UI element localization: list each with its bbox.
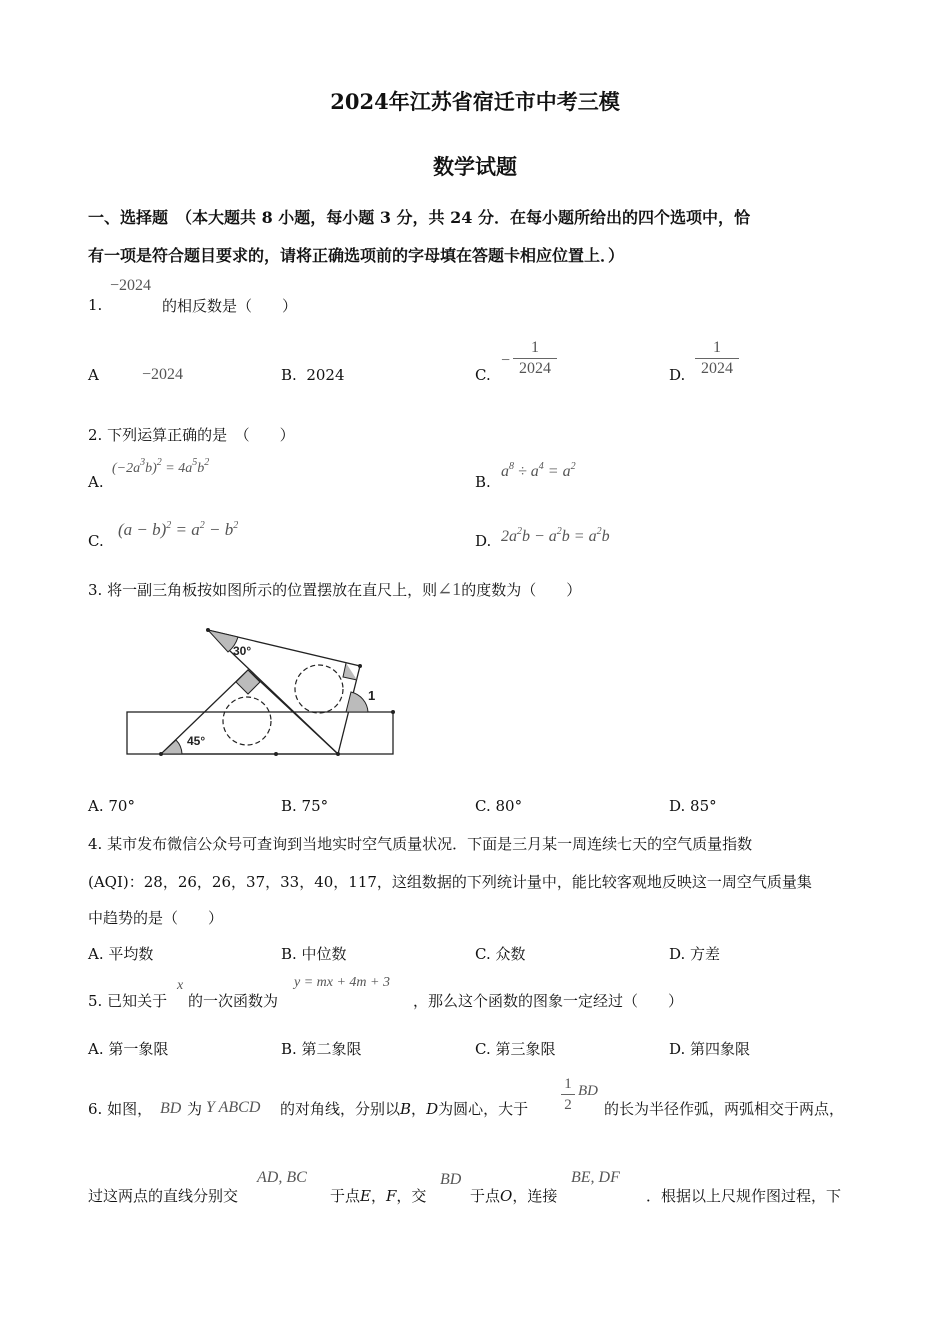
- angle-30-label: 30°: [233, 644, 252, 658]
- q6-d-letter: D: [426, 1100, 439, 1118]
- q5-stem-after: ，那么这个函数的图象一定经过（ ）: [413, 992, 684, 1010]
- fraction-bar: [513, 358, 557, 359]
- q6-line2-tail: [470, 1185, 557, 1206]
- q3-option-d: D. 85°: [669, 797, 717, 815]
- q6-part2: 为: [187, 1100, 203, 1118]
- q6-part1: 6. 如图，: [88, 1100, 153, 1118]
- q2-option-c-expr: $(a - b)^2 = a^2 - b^2$: [118, 520, 239, 539]
- q5-stem-before: 5. 已知关于: [88, 992, 168, 1010]
- q4-option-a: A. 平均数: [88, 945, 154, 963]
- q6-half-num: 1: [564, 1076, 572, 1092]
- vertex-dot: [206, 628, 210, 632]
- q1-text: 的相反数是（ ）: [162, 297, 298, 315]
- q4-line3: 中趋势的是（ ）: [88, 909, 224, 927]
- q3-option-a: A. 70°: [88, 797, 135, 815]
- q2-option-a-label: A.: [88, 473, 104, 491]
- section-heading-line1: 一、选择题 （本大题共 8 小题，每小题 3 分，共 24 分．在每小题所给出的四个选项中，恰: [88, 208, 750, 227]
- q1-number: 1.: [88, 296, 103, 314]
- q6-half-den: 2: [564, 1097, 572, 1113]
- q4-option-b: B. 中位数: [281, 945, 347, 963]
- q5-option-b: B. 第二象限: [281, 1040, 362, 1058]
- angle-1-label: 1: [368, 688, 376, 703]
- angle-symbol: ∠1: [437, 579, 462, 599]
- q1-option-d-den: 2024: [701, 360, 733, 377]
- q6-line2-part4: 于点: [470, 1187, 501, 1205]
- q6-part5: 的长为半径作弧，两弧相交于两点，: [604, 1100, 845, 1118]
- q3-stem-after: 的度数为（ ）: [461, 581, 582, 599]
- q3-option-c: C. 80°: [475, 797, 523, 815]
- q1-option-c-num: 1: [531, 339, 539, 356]
- q6-part3: 的对角线，分别以: [280, 1100, 401, 1118]
- vertex-dot: [336, 752, 340, 756]
- q3-stem: [88, 579, 581, 600]
- q4-line2: (AQI)：28，26，26，37，33，40，117，这组数据的下列统计量中，能比较客观地反映这一周空气质量集: [88, 873, 812, 891]
- q6-part3-group: [280, 1098, 528, 1119]
- q3-stem-before: 3. 将一副三角板按如图所示的位置摆放在直尺上，则: [88, 581, 438, 599]
- q5-stem-mid: 的一次函数为: [188, 992, 279, 1010]
- q6-part4: 为圆心，大于: [438, 1100, 529, 1118]
- q2-option-a-expr: $(-2a^3b)^2 = 4a^5b^2$: [112, 457, 210, 476]
- q4-option-c: C. 众数: [475, 945, 526, 963]
- q2-option-b-label: B.: [475, 473, 491, 491]
- section-heading-line2: 有一项是符合题目要求的，请将正确选项前的字母填在答题卡相应位置上．）: [88, 246, 625, 265]
- q6-half-bd: BD: [578, 1083, 598, 1099]
- q5-var: x: [177, 978, 184, 993]
- q1-expr: −2024: [110, 277, 152, 294]
- q2-option-d-label: D.: [475, 532, 492, 550]
- q5-option-a: A. 第一象限: [88, 1040, 169, 1058]
- q6-half-fraction: [561, 1075, 575, 1114]
- q1-option-b: [281, 366, 345, 384]
- q6-line2-part6: ．根据以上尺规作图过程，下: [646, 1187, 842, 1205]
- q1-option-b-label: B.: [281, 366, 297, 384]
- right-angle-mark-45: [236, 670, 260, 694]
- page-title: 2024年江苏省宿迁市中考三模: [330, 89, 620, 114]
- q3-figure: [120, 620, 410, 765]
- q6-be-df: BE, DF: [571, 1169, 620, 1186]
- q1-option-b-value: 2024: [306, 366, 345, 384]
- fraction-bar: [561, 1094, 575, 1095]
- q6-e-letter: E: [360, 1187, 371, 1205]
- q6-line2-part2: 于点: [330, 1187, 361, 1205]
- q4-line1: 4. 某市发布微信公众号可查询到当地实时空气质量状况．下面是三月某一周连续七天的空气质量指数: [88, 835, 753, 853]
- q4-option-d: D. 方差: [669, 945, 721, 963]
- q5-func: y = mx + 4m + 3: [294, 975, 390, 990]
- q6-b-letter: B: [400, 1100, 412, 1118]
- q6-line2-mid: [330, 1185, 426, 1206]
- dashed-circle-upper: [295, 665, 343, 713]
- angle-45-wedge: [161, 740, 182, 754]
- q6-bd2: BD: [440, 1171, 462, 1188]
- q6-parallelogram: Y ABCD: [206, 1099, 261, 1116]
- q2-stem: 2. 下列运算正确的是 （ ）: [88, 426, 295, 444]
- q2-option-b-expr: $a^8 \div a^4 = a^2$: [501, 461, 576, 480]
- q1-option-d-fraction: [695, 339, 739, 378]
- q1-option-c-label: C.: [475, 366, 491, 384]
- vertex-dot: [274, 752, 278, 756]
- q6-ad-bc: AD, BC: [257, 1169, 307, 1186]
- vertex-dot: [358, 664, 362, 668]
- fraction-bar: [695, 358, 739, 359]
- q3-option-b: B. 75°: [281, 797, 329, 815]
- q1-option-c-den: 2024: [519, 360, 551, 377]
- q6-f-letter: F: [385, 1187, 397, 1205]
- q6-comma-2: ，: [370, 1187, 386, 1205]
- q2-option-d-expr: $2a^2b - a^2b = a^2b$: [501, 526, 610, 545]
- angle-45-label: 45°: [187, 734, 206, 748]
- q1-option-d-num: 1: [713, 339, 721, 356]
- angle-1-wedge: [346, 692, 368, 712]
- vertex-dot: [391, 710, 395, 714]
- q6-line2-part1: 过这两点的直线分别交: [88, 1187, 239, 1205]
- q1-option-d-label: D.: [669, 366, 686, 384]
- q1-option-a-value: −2024: [142, 366, 184, 383]
- q1-option-c-fraction: [513, 339, 557, 378]
- page-subtitle: 数学试题: [433, 154, 517, 179]
- q1-option-a-label: A: [88, 366, 99, 384]
- q6-o-letter: O: [500, 1187, 513, 1205]
- right-angle-mark: [343, 663, 357, 680]
- q6-line2-part3: ，交: [396, 1187, 427, 1205]
- q6-line2-part5: ，连接: [512, 1187, 558, 1205]
- q2-option-c-label: C.: [88, 532, 104, 550]
- vertex-dot: [159, 752, 163, 756]
- q6-bd: BD: [160, 1100, 182, 1117]
- q5-option-c: C. 第三象限: [475, 1040, 556, 1058]
- q5-option-d: D. 第四象限: [669, 1040, 751, 1058]
- dashed-circle-lower: [223, 697, 271, 745]
- q6-comma: ，: [411, 1100, 427, 1118]
- q1-option-c-sign: −: [501, 352, 511, 369]
